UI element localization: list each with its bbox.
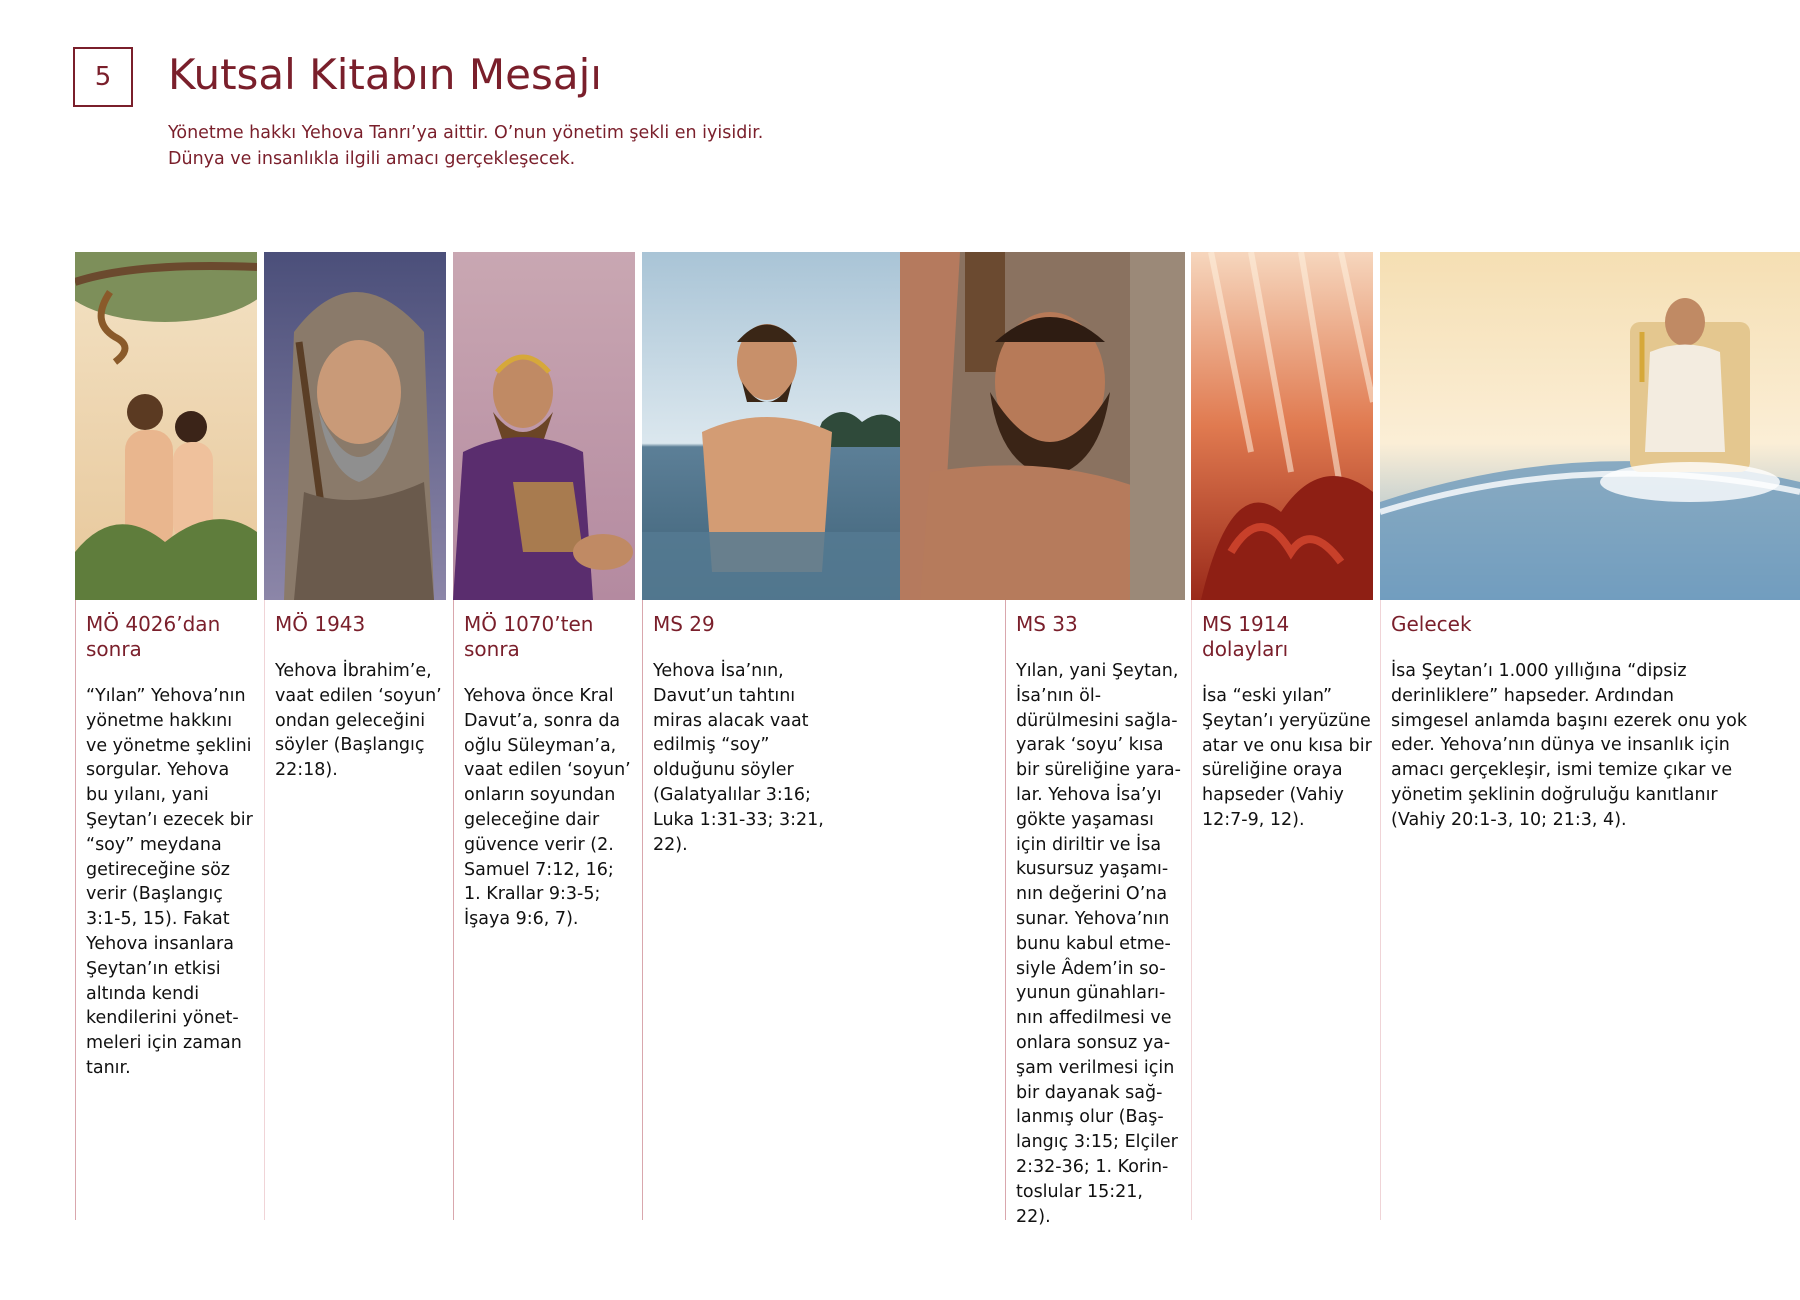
timeline-date: MS 29 xyxy=(653,612,715,636)
timeline-column-3 xyxy=(453,600,642,1220)
illustration-abraham xyxy=(264,252,446,600)
illustration-crucifixion xyxy=(900,252,1185,600)
timeline-date: MS 1914 dolayları xyxy=(1202,612,1290,661)
timeline-column-5 xyxy=(1005,600,1191,1227)
timeline-text: İsa Şeytan’ı 1.000 yıllığına “dipsiz derinliklere” hapseder. Ardından simgesel anlamda başını ezerek onu yok eder. Yehova’nın dünya ve insanlık için amacı gerçekleşir, ismi temize çıkar ve yönetim şeklinin doğruluğu kanıtlanır (Vahiy 20:1-3, 10; 21:3, 4). xyxy=(1391,661,1748,830)
page-title: Kutsal Kitabın Mesajı xyxy=(168,50,602,99)
subtitle-line-1: Yönetme hakkı Yehova Tanrı’ya aittir. O’nun yönetim şekli en iyisidir. xyxy=(168,123,764,143)
timeline-text: “Yılan” Yehova’nın yönetme hakkını ve yönetme şeklini sorgular. Yehova bu yılanı, yani Şeytan’ı ezecek bir “soy” meydana getireceğine söz verir (Başlangıç 3:1-5, 15). Fakat Yehova insanlara Şeytan’ın etkisi altında kendi kendilerini yönet-meleri için zaman tanır. xyxy=(86,686,253,1078)
illustration-david-harp xyxy=(453,252,635,600)
timeline-column-6 xyxy=(1191,600,1380,1220)
timeline-text: Yılan, yani Şeytan, İsa’nın öl-dürülmesini sağla-yarak ‘soyu’ kısa bir süreliğine yara-lar. Yehova İsa’yı gökte yaşaması için diriltir ve İsa kusursuz yaşamı-nın değerini O’na sunar. Yehova’nın bunu kabul etme-siyle Âdem’in so-yunun günahları-nın affedilmesi ve onlara sonsuz ya-şam verilmesi için bir dayanak sağ-lanmış olur (Baş-langıç 3:15; Elçiler 2:32-36; 1. Korin-toslular 15:21, 22). xyxy=(1016,661,1181,1227)
timeline-date: MÖ 1070’ten sonra xyxy=(464,612,594,661)
illustration-jesus-baptism xyxy=(642,252,900,600)
illustration-jesus-on-throne xyxy=(1380,252,1800,600)
timeline-text: Yehova İsa’nın, Davut’un tahtını miras alacak vaat edilmiş “soy” olduğunu söyler (Galatyalılar 3:16; Luka 1:31-33; 3:21, 22). xyxy=(653,661,824,855)
timeline-date: Gelecek xyxy=(1391,612,1472,636)
timeline-text: Yehova İbrahim’e, vaat edilen ‘soyun’ ondan geleceğini söyler (Başlangıç 22:18). xyxy=(275,661,442,781)
timeline-date: MÖ 1943 xyxy=(275,612,366,636)
timeline-column-2 xyxy=(264,600,453,1220)
timeline-date: MS 33 xyxy=(1016,612,1078,636)
illustration-satan-cast-down xyxy=(1191,252,1373,600)
page-number-box xyxy=(73,47,133,107)
timeline-text: Yehova önce Kral Davut’a, sonra da oğlu Süleyman’a, vaat edilen ‘soyun’ onların soyundan geleceğine dair güvence verir (2. Samuel 7:12, 16; 1. Krallar 9:3-5; İşaya 9:6, 7). xyxy=(464,686,631,930)
timeline-text: İsa “eski yılan” Şeytan’ı yeryüzüne atar ve onu kısa bir süreliğine oraya hapseder (Vahiy 12:7-9, 12). xyxy=(1202,686,1372,830)
subtitle-line-2: Dünya ve insanlıkla ilgili amacı gerçekleşecek. xyxy=(168,149,576,169)
illustration-eden-serpent xyxy=(75,252,257,600)
timeline-column-1 xyxy=(75,600,264,1220)
page-subtitle xyxy=(168,120,763,172)
timeline-column-4 xyxy=(642,600,837,1220)
timeline-column-7 xyxy=(1380,600,1760,1220)
timeline-date: MÖ 4026’dan sonra xyxy=(86,612,221,661)
page-number: 5 xyxy=(94,62,112,92)
